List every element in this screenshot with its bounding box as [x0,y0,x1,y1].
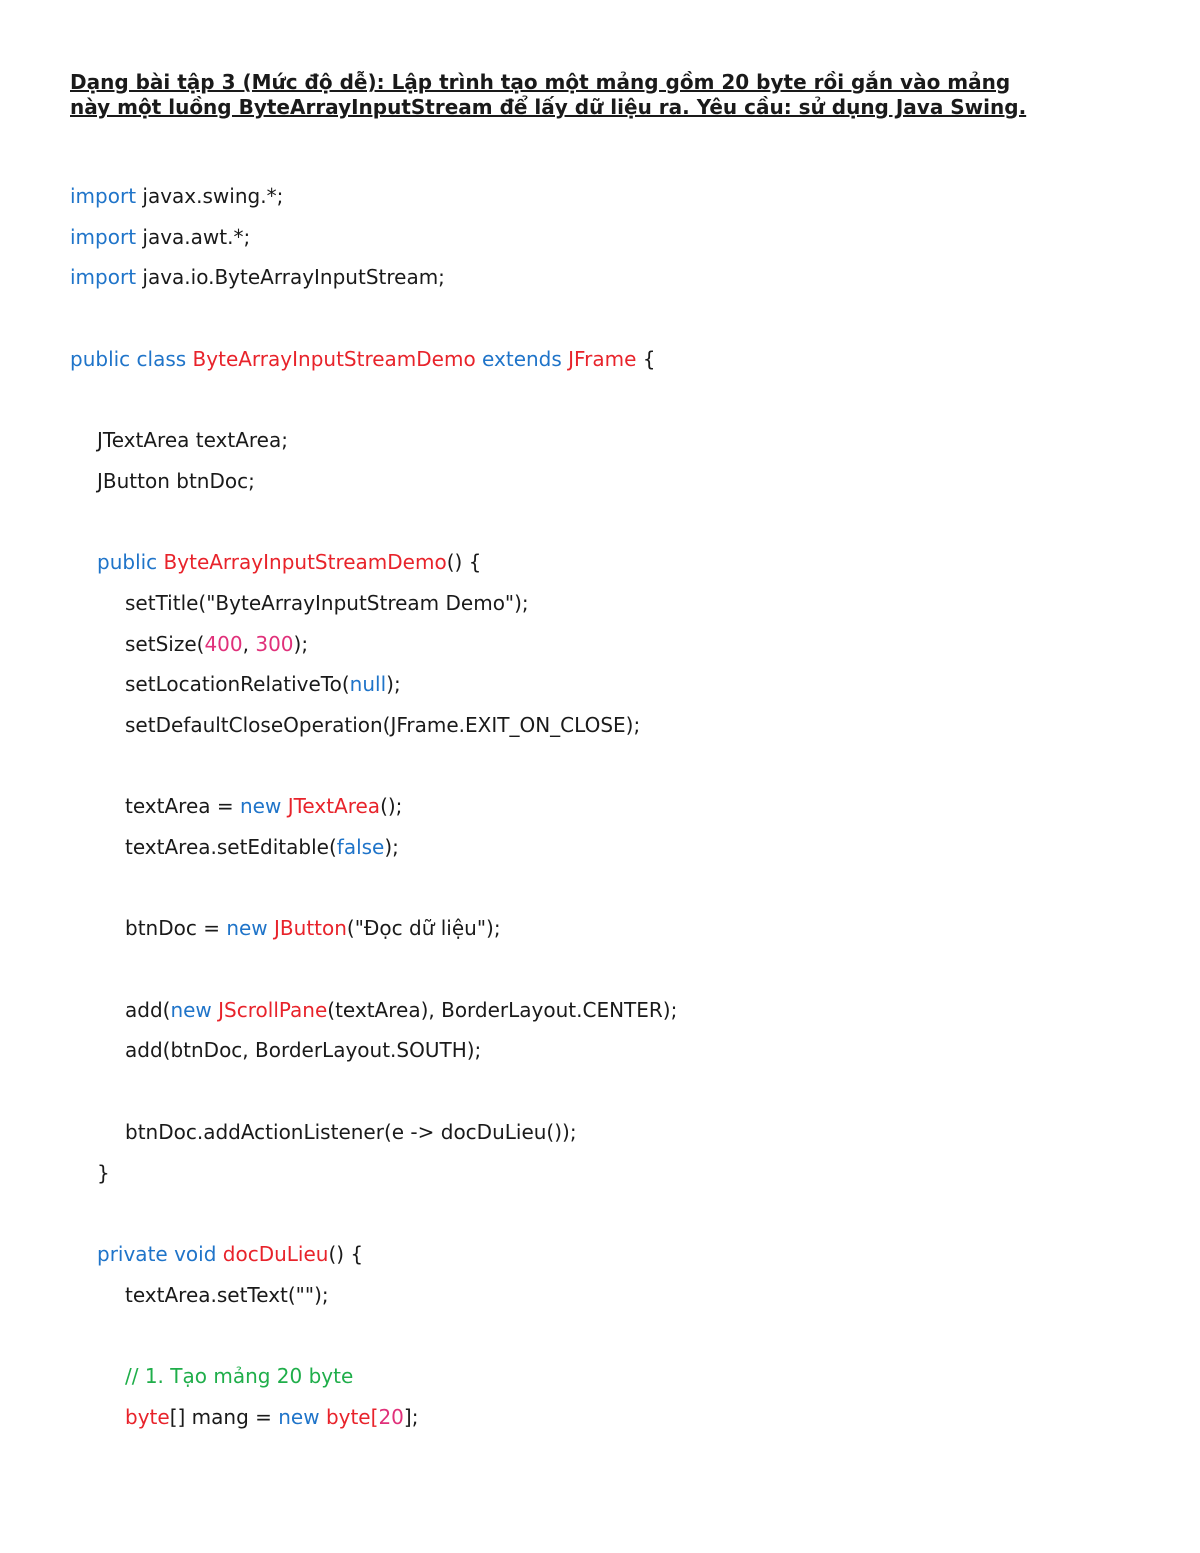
code-line-import-awt [70,217,1130,258]
code-text: () { [328,1241,364,1266]
code-text: ("Đọc dữ liệu"); [346,916,501,941]
keyword: false [336,835,385,859]
type-name: JFrame [568,346,637,371]
code-text: java.io.ByteArrayInputStream; [136,265,445,290]
type-name: JTextArea [287,794,381,819]
code-text: [ [370,1404,379,1429]
method-name: docDuLieu [222,1241,329,1266]
code-line-setclose: setDefaultCloseOperation(JFrame.EXIT_ON_CLOSE); [125,712,641,737]
type-name: ByteArrayInputStreamDemo [192,346,476,371]
code-text: ); [386,672,401,697]
type-name: ByteArrayInputStreamDemo [163,550,447,575]
code-line-setsize [70,624,1130,665]
keyword: import [70,265,137,290]
blank-line [70,746,1130,787]
code-text: setLocationRelativeTo( [125,672,350,697]
blank-line [70,949,1130,990]
keyword: import [70,224,137,249]
code-line-settext: textArea.setText(""); [125,1282,329,1307]
code-line-constructor [70,542,1130,583]
code-line-class-decl [70,339,1130,380]
code-line-import-io [70,257,1130,298]
blank-line [70,1193,1130,1234]
keyword: public [97,550,164,575]
keyword: null [349,672,387,697]
code-text: [] mang = [169,1404,279,1429]
type-name: byte [325,1404,371,1429]
code-text: javax.swing.*; [136,184,284,208]
heading-line-1: Dạng bài tập 3 (Mức độ dễ): Lập trình tạo một mảng gồm 20 byte rồi gắn vào mảng [70,70,1011,94]
exercise-heading [70,70,1130,120]
number-literal: 300 [255,631,294,656]
code-text: , [242,631,256,656]
keyword: new [239,794,282,819]
code-text: textArea = [125,794,240,819]
code-line-add-scrollpane [70,990,1130,1031]
keyword: new [226,916,268,941]
code-text: textArea.setEditable( [125,835,337,859]
code-text: java.awt.*; [136,224,251,249]
blank-line [70,1071,1130,1112]
code-line-field-button: JButton btnDoc; [97,468,255,493]
code-text: (textArea), BorderLayout.CENTER); [327,997,678,1022]
blank-line [70,1315,1130,1356]
blank-line [70,379,1130,420]
code-line-field-textarea: JTextArea textArea; [97,428,288,453]
code-text: ); [293,631,309,656]
code-text: ]; [403,1404,419,1429]
code-line-byte-array [70,1397,1130,1438]
code-text: (); [380,794,403,819]
code-line-seteditable [70,827,1130,868]
code-text: ); [384,835,399,859]
keyword: extends [475,346,569,371]
code-text: setSize( [125,631,205,656]
code-line-button-new [70,908,1130,949]
type-name: JButton [274,916,347,941]
code-block [70,176,1130,1437]
code-line-import-swing [70,176,1130,217]
code-text: add( [125,997,171,1022]
blank-line [70,502,1130,543]
type-name: JScrollPane [218,997,328,1022]
keyword: import [70,184,137,208]
code-line-action-listener: btnDoc.addActionListener(e -> docDuLieu()); [125,1119,577,1144]
code-line-comment: // 1. Tạo mảng 20 byte [125,1363,354,1388]
code-line-setlocation [70,664,1130,705]
code-line-method-decl [70,1234,1130,1275]
code-text: () { [446,550,482,575]
number-literal: 400 [204,631,243,656]
keyword: public class [70,346,193,371]
keyword: private void [97,1241,223,1266]
document-page [70,70,1130,1437]
code-text: { [636,346,656,371]
code-line-add-button: add(btnDoc, BorderLayout.SOUTH); [125,1038,482,1063]
blank-line [70,298,1130,339]
type-name: byte [125,1404,170,1429]
keyword: new [170,997,212,1022]
number-literal: 20 [378,1404,404,1429]
blank-line [70,868,1130,909]
heading-line-2: này một luồng ByteArrayInputStream để lấy dữ liệu ra. Yêu cầu: sử dụng Java Swing. [70,95,1027,119]
code-text: btnDoc = [125,916,227,941]
code-line-textarea-new [70,786,1130,827]
code-line-close-brace: } [97,1160,110,1185]
keyword: new [278,1404,320,1429]
code-line-settitle: setTitle("ByteArrayInputStream Demo"); [125,590,529,615]
